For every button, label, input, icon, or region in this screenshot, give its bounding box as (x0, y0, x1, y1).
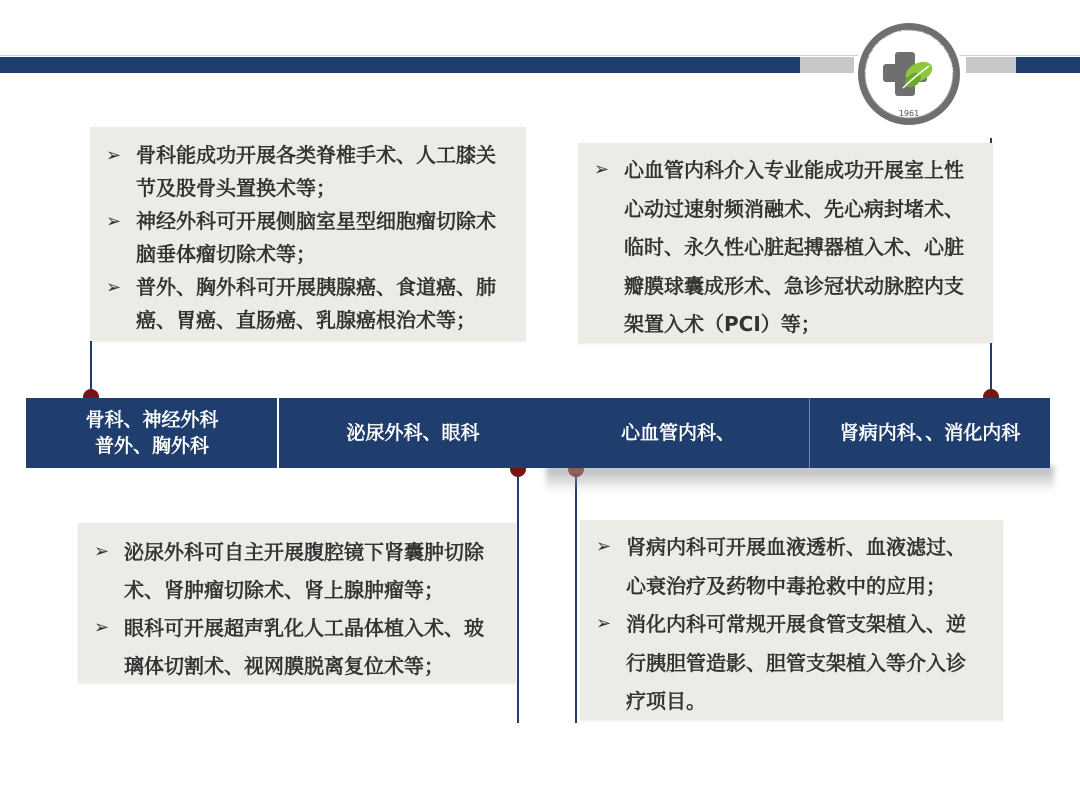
bullet-arrow-icon: ➢ (596, 536, 612, 557)
header-bar-left (0, 57, 800, 73)
timeline-segment-orthopedics: 骨科、神经外科 普外、胸外科 (85, 409, 219, 457)
header-bar-gray-right (966, 57, 1016, 73)
logo-arc-text: 金川集团职工医院 · 金昌市中心医院 (863, 28, 955, 75)
bullet-arrow-icon: ➢ (594, 159, 610, 180)
info-box-urology-ophthalmology (78, 523, 516, 683)
header-bar-right (1016, 57, 1080, 73)
list-item: ➢ 普外、胸外科可开展胰腺癌、食道癌、肺 癌、胃癌、直肠癌、乳腺癌根治术等； (96, 271, 516, 337)
bullet-arrow-icon: ➢ (596, 613, 612, 634)
info-box-cardiology (578, 143, 993, 343)
connector-line-2 (517, 468, 519, 723)
bullet-arrow-icon: ➢ (106, 145, 122, 166)
list-item: ➢ 泌尿外科可自主开展腹腔镜下肾囊肿切除 术、肾肿瘤切除术、肾上腺肿瘤等； (84, 533, 506, 609)
list-item: ➢ 眼科可开展超声乳化人工晶体植入术、玻 璃体切割术、视网膜脱离复位术等； (84, 609, 506, 685)
timeline-shadow (546, 466, 1054, 492)
timeline-segment-urology: 泌尿外科、眼科 (346, 422, 480, 444)
list-item: ➢ 神经外科可开展侧脑室星型细胞瘤切除术 脑垂体瘤切除术等； (96, 205, 516, 271)
timeline-segment-nephrology: 肾病内科、、消化内科 (839, 422, 1021, 444)
info-box-nephrology-gastroenterology (580, 520, 1003, 720)
bullet-arrow-icon: ➢ (94, 541, 110, 562)
header-bar-gray-left (800, 57, 854, 73)
list-item: ➢ 心血管内科介入专业能成功开展室上性 心动过速射频消融术、先心病封堵术、 临时、永久性心脏起搏器植入术、心脏 瓣膜球囊成形术、急诊冠状动脉腔内支 架置入术（PCI）等； (584, 151, 983, 344)
logo-year: 1961 (898, 109, 920, 118)
timeline-band (26, 398, 1050, 468)
list-item: ➢ 骨科能成功开展各类脊椎手术、人工膝关 节及股骨头置换术等； (96, 139, 516, 205)
timeline-segment-cardiology: 心血管内科、 (620, 422, 735, 444)
list-item: ➢ 肾病内科可开展血液透析、血液滤过、 心衰治疗及药物中毒抢救中的应用； (586, 528, 993, 605)
bullet-arrow-icon: ➢ (106, 211, 122, 232)
bullet-arrow-icon: ➢ (106, 277, 122, 298)
connector-line-3 (575, 468, 577, 723)
info-box-orthopedics-neuro-surgery (90, 127, 526, 341)
list-item: ➢ 消化内科可常规开展食管支架植入、逆 行胰胆管造影、胆管支架植入等介入诊 疗项目。 (586, 605, 993, 721)
hospital-logo (853, 18, 965, 130)
bullet-arrow-icon: ➢ (94, 617, 110, 638)
